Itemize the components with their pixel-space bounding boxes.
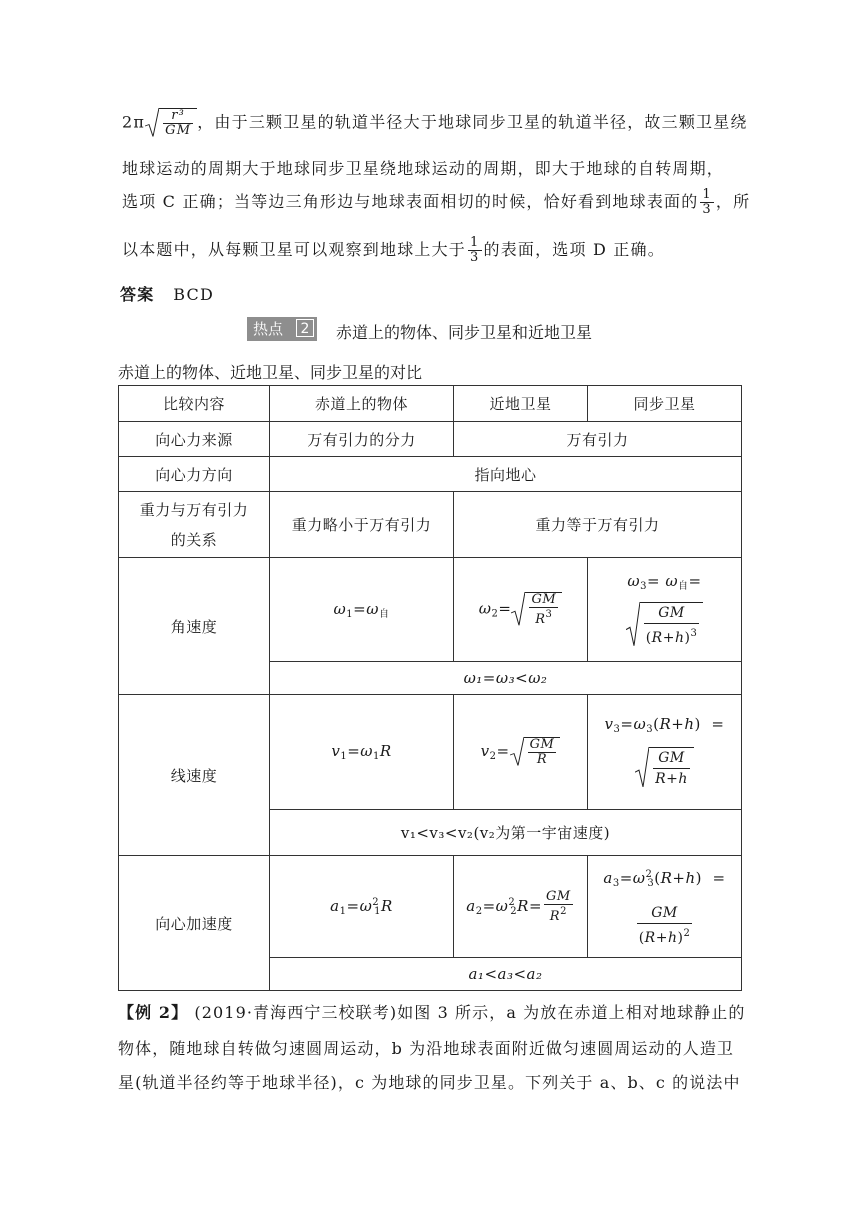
formula-v2: $v_2=$ $\frac{GM}{R}$ <box>454 695 588 810</box>
formula-a2: $a_2=\omega^2_2R=$ $\frac{GM}{R^2}$ <box>454 856 588 958</box>
fraction-one-third: $\frac{1}{3}$ <box>470 235 480 265</box>
formula-v1: $v_1=\omega_1R$ <box>270 695 454 810</box>
comparison-table <box>118 385 742 991</box>
angular-velocity-comparison: ω₁=ω₃<ω₂ <box>270 662 742 695</box>
formula-omega1: $\omega_1=\omega_自$ <box>270 558 454 662</box>
example-source: (2019·青海西宁三校联考) <box>194 1003 398 1022</box>
fraction-one-third: $\frac{1}{3}$ <box>702 187 712 217</box>
header-cell: 比较内容 <box>119 386 270 422</box>
table-row: 向心力方向 指向地心 <box>119 457 742 492</box>
para-line-3: 选项 C 正确；当等边三角形边与地球表面相切的时候，恰好看到地球表面的 $\frac{1}{3}$ ，所 <box>122 187 751 217</box>
example-line-1: 【例 2】 (2019·青海西宁三校联考)如图 3 所示，a 为放在赤道上相对地球静止的 <box>118 1003 746 1022</box>
example-tag: 【例 2】 <box>118 1003 189 1022</box>
table-title: 赤道上的物体、近地卫星、同步卫星的对比 <box>118 363 423 382</box>
para-line-1: 2π $\frac{\text{r³}}{GM}$ ，由于三颗卫星的轨道半径大于地球同步卫星的轨道半径，故三颗卫星绕 <box>122 108 748 138</box>
table-header-row <box>119 386 742 422</box>
example-line-2: 物体，随地球自转做匀速圆周运动，b 为沿地球表面附近做匀速圆周运动的人造卫 <box>118 1039 735 1058</box>
formula-a3: $a_3=\omega^2_3(R+h)$ = $\frac{GM}{(R+h)^2}$ <box>588 856 742 958</box>
formula-omega3: $\omega_3= \omega_自=$ $\frac{GM}{(R+h)^3}$ <box>588 558 742 662</box>
formula-v3: $v_3=\omega_3(R+h)$ = $\frac{GM}{R+h}$ <box>588 695 742 810</box>
table-row: 线速度 $v_1=\omega_1R$ $v_2=$ $\frac{GM}{R}$ $v_3=\omega_3(R+h)$ = $\frac{GM}{R+h}$ <box>119 695 742 810</box>
table-row: 向心加速度 $a_1=\omega^2_1R$ $a_2=\omega^2_2R=$ $\frac{GM}{R^2}$ $a_3=\omega^2_3(R+h)$ = $\frac{GM}{(R+h)^2}$ <box>119 856 742 958</box>
answer-line: 答案 BCD <box>120 285 214 304</box>
example-line-3: 星(轨道半径约等于地球半径)，c 为地球的同步卫星。下列关于 a、b、c 的说法中 <box>118 1073 741 1092</box>
header-cell: 同步卫星 <box>588 386 742 422</box>
linear-velocity-comparison: v₁<v₃<v₂(v₂为第一宇宙速度) <box>270 810 742 856</box>
formula-omega2: $\omega_2=$ $\frac{GM}{R^3}$ <box>454 558 588 662</box>
table-row: 向心力来源 万有引力的分力 万有引力 <box>119 422 742 457</box>
formula-a1: $a_1=\omega^2_1R$ <box>270 856 454 958</box>
section-title: 赤道上的物体、同步卫星和近地卫星 <box>336 323 593 342</box>
para-line-2: 地球运动的周期大于地球同步卫星绕地球运动的周期，即大于地球的自转周期， <box>122 159 725 178</box>
table-row: 角速度 $\omega_1=\omega_自$ $\omega_2=$ $\frac{GM}{R^3}$ $\omega_3= \omega_自=$ $\frac{GM}{(R+h)^3}$ <box>119 558 742 662</box>
para-line-4: 以本题中，从每颗卫星可以观察到地球上大于 $\frac{1}{3}$ 的表面，选项 D 正确。 <box>122 235 665 265</box>
table-row: 重力与万有引力 的关系 重力略小于万有引力 重力等于万有引力 <box>119 492 742 558</box>
hotspot-number: 2 <box>296 319 314 337</box>
sqrt-expression <box>145 108 197 138</box>
hotspot-badge: 热点 2 <box>247 317 317 341</box>
header-cell: 赤道上的物体 <box>270 386 454 422</box>
fraction-r3-gm: $\frac{\text{r³}}{GM}$ <box>165 108 192 138</box>
header-cell: 近地卫星 <box>454 386 588 422</box>
acceleration-comparison: a₁<a₃<a₂ <box>270 958 742 991</box>
